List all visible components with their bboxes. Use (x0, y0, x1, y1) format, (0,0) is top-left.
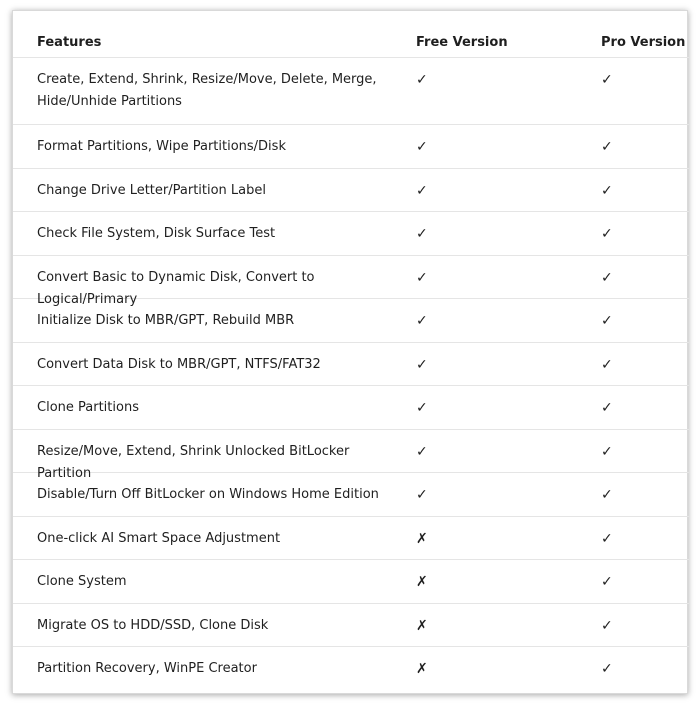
table-row (13, 517, 689, 561)
free-mark: ✓ (416, 356, 428, 373)
pro-mark: ✓ (601, 356, 613, 373)
free-mark: ✓ (416, 139, 428, 155)
pro-mark: ✓ (601, 487, 613, 503)
table-row (13, 343, 689, 387)
table-row (13, 58, 689, 125)
free-mark: ✗ (416, 661, 428, 677)
pro-mark: ✓ (601, 269, 613, 286)
feature-cell: Convert Data Disk to MBR/GPT, NTFS/FAT32 (37, 356, 321, 372)
free-mark: ✗ (416, 574, 428, 590)
pro-mark: ✓ (601, 400, 613, 416)
table-row (13, 256, 689, 307)
pro-mark: ✓ (601, 182, 613, 199)
feature-cell: Clone Partitions (37, 400, 139, 415)
table-row (13, 473, 689, 517)
feature-cell: Partition Recovery, WinPE Creator (37, 661, 257, 676)
table-row (13, 647, 689, 691)
pro-mark: ✓ (601, 574, 613, 590)
feature-cell: Change Drive Letter/Partition Label (37, 182, 267, 198)
free-mark: ✓ (416, 400, 428, 416)
feature-cell: Check File System, Disk Surface Test (37, 226, 276, 241)
free-mark: ✓ (416, 269, 428, 286)
feature-cell: Clone System (37, 574, 127, 589)
pro-mark: ✓ (601, 139, 613, 155)
pro-mark: ✓ (601, 443, 613, 460)
pro-mark: ✓ (601, 313, 613, 329)
table-row (13, 125, 689, 169)
free-mark: ✓ (416, 443, 428, 460)
table-row (13, 212, 689, 256)
table-row (13, 430, 689, 481)
free-mark: ✗ (416, 617, 428, 634)
header-pro-version: Pro Version (601, 35, 686, 50)
free-mark: ✓ (416, 487, 428, 503)
free-mark: ✓ (416, 182, 428, 199)
pro-mark: ✓ (601, 617, 613, 634)
feature-cell: Migrate OS to HDD/SSD, Clone Disk (37, 617, 269, 633)
feature-cell: Disable/Turn Off BitLocker on Windows Home Edition (37, 487, 379, 502)
free-mark: ✗ (416, 530, 428, 547)
pro-mark: ✓ (601, 226, 613, 242)
table-row (13, 169, 689, 213)
comparison-card (12, 10, 688, 694)
header-free-version: Free Version (416, 35, 508, 50)
feature-cell: Initialize Disk to MBR/GPT, Rebuild MBR (37, 313, 295, 328)
table-row (13, 299, 689, 343)
table-row (13, 604, 689, 648)
feature-cell: Format Partitions, Wipe Partitions/Disk (37, 139, 286, 154)
header-features: Features (37, 35, 102, 50)
table-row (13, 386, 689, 430)
feature-comparison-table (13, 11, 689, 691)
pro-mark: ✓ (601, 530, 613, 547)
feature-cell: Resize/Move, Extend, Shrink Unlocked BitLocker Partition (37, 443, 350, 481)
free-mark: ✓ (416, 226, 428, 242)
free-mark: ✓ (416, 313, 428, 329)
free-mark: ✓ (416, 72, 428, 88)
feature-cell: One-click AI Smart Space Adjustment (37, 530, 281, 546)
table-header-row (13, 11, 689, 58)
pro-mark: ✓ (601, 72, 613, 88)
feature-cell: Create, Extend, Shrink, Resize/Move, Delete, Merge, Hide/Unhide Partitions (37, 72, 377, 109)
feature-cell: Convert Basic to Dynamic Disk, Convert to Logical/Primary (37, 269, 315, 307)
table-row (13, 560, 689, 604)
pro-mark: ✓ (601, 661, 613, 677)
